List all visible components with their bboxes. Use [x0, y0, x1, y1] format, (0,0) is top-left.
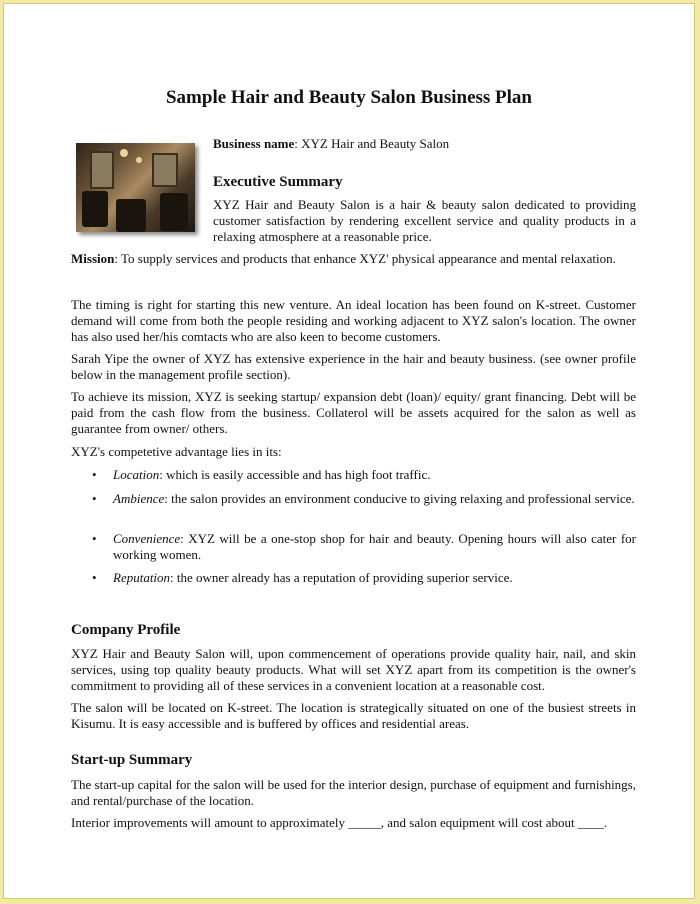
financing-text: To achieve its mission, XYZ is seeking startup/ expansion debt (loan)/ equity/ grant financing. Debt will be paid from the cash flow from the business. Collaterol will be assets acquired for the salon as well as guarantee from owner/ others. — [71, 389, 636, 437]
salon-mirror-right — [152, 153, 178, 187]
startup-summary-text-1: The start-up capital for the salon will be used for the interior design, purchase of equipment and furnishings, and rental/purchase of the location. — [71, 777, 636, 809]
bullet-text: : the salon provides an environment conducive to giving relaxing and professional service. — [164, 491, 635, 506]
salon-chair-right — [160, 193, 188, 231]
salon-lamp-1 — [120, 149, 128, 157]
timing-paragraph — [71, 297, 636, 346]
bullet-text: : the owner already has a reputation of providing superior service. — [170, 570, 513, 585]
financing-paragraph — [71, 389, 636, 438]
bullet-dot: • — [92, 570, 97, 585]
executive-summary-text: XYZ Hair and Beauty Salon is a hair & beauty salon dedicated to providing customer satisfaction by rendering excellent service and quality products in a relaxing atmosphere at a reasonable price. — [213, 197, 636, 245]
mission-text: : To supply services and products that enhance XYZ' physical appearance and mental relaxation. — [114, 251, 616, 266]
bullet-term: Ambience — [113, 491, 165, 506]
company-profile-text-2: The salon will be located on K-street. The location is strategically situated on one of the busiest streets in Kisumu. It is easy accessible and is buffered by offices and residential areas. — [71, 700, 636, 732]
business-name-value: : XYZ Hair and Beauty Salon — [294, 136, 450, 151]
bullet-dot: • — [92, 531, 97, 546]
bullet-term: Convenience — [113, 531, 181, 546]
executive-summary-body — [213, 197, 636, 246]
document-title: Sample Hair and Beauty Salon Business Plan — [165, 87, 533, 108]
company-profile-paragraph-1 — [71, 646, 636, 695]
bullet-dot: • — [92, 491, 97, 506]
salon-chair-center — [116, 199, 146, 232]
business-name-label: Business name — [213, 136, 295, 151]
salon-chair-left — [82, 191, 108, 227]
owner-text: Sarah Yipe the owner of XYZ has extensive experience in the hair and beauty business. (see owner profile below in the management profile section). — [71, 351, 636, 383]
salon-lamp-2 — [136, 157, 142, 163]
startup-summary-heading: Start-up Summary — [71, 752, 193, 768]
company-profile-heading-wrap — [71, 622, 636, 639]
company-profile-text-1: XYZ Hair and Beauty Salon will, upon commencement of operations provide quality hair, nail, and skin services, using top quality beauty products. What will set XYZ apart from its competition is the owner's commitment to providing all of these services in a convenient location at a reasonable cost. — [71, 646, 636, 694]
advantage-paragraph — [71, 444, 636, 460]
company-profile-heading: Company Profile — [71, 622, 181, 638]
owner-paragraph — [71, 351, 636, 383]
executive-summary-heading-wrap — [213, 174, 636, 191]
document-page — [3, 3, 695, 899]
bullet-term: Reputation — [113, 570, 171, 585]
bullet-term: Location — [113, 467, 160, 482]
business-name-line — [213, 136, 636, 152]
bullet-text: : which is easily accessible and has high foot traffic. — [159, 467, 431, 482]
startup-summary-paragraph-1 — [71, 777, 636, 809]
startup-summary-text-2: Interior improvements will amount to approximately _____, and salon equipment will cost about ____. — [71, 815, 608, 830]
startup-summary-paragraph-2 — [71, 815, 636, 831]
mission-label: Mission — [71, 251, 115, 266]
advantage-text: XYZ's competetive advantage lies in its: — [71, 444, 282, 459]
mission-paragraph — [71, 251, 636, 267]
salon-mirror-left — [90, 151, 114, 189]
startup-summary-heading-wrap — [71, 752, 636, 769]
timing-text: The timing is right for starting this new venture. An ideal location has been found on K-street. Customer demand will come from both the people residing and working adjacent to XYZ salon's location. The owner has also used her/his comtacts who are also keen to become customers. — [71, 297, 636, 345]
executive-summary-heading: Executive Summary — [213, 174, 343, 190]
company-profile-paragraph-2 — [71, 700, 636, 732]
salon-photo — [76, 143, 195, 232]
bullet-text: : XYZ will be a one-stop shop for hair and beauty. Opening hours will also cater for working women. — [113, 531, 636, 563]
bullet-dot: • — [92, 467, 97, 482]
